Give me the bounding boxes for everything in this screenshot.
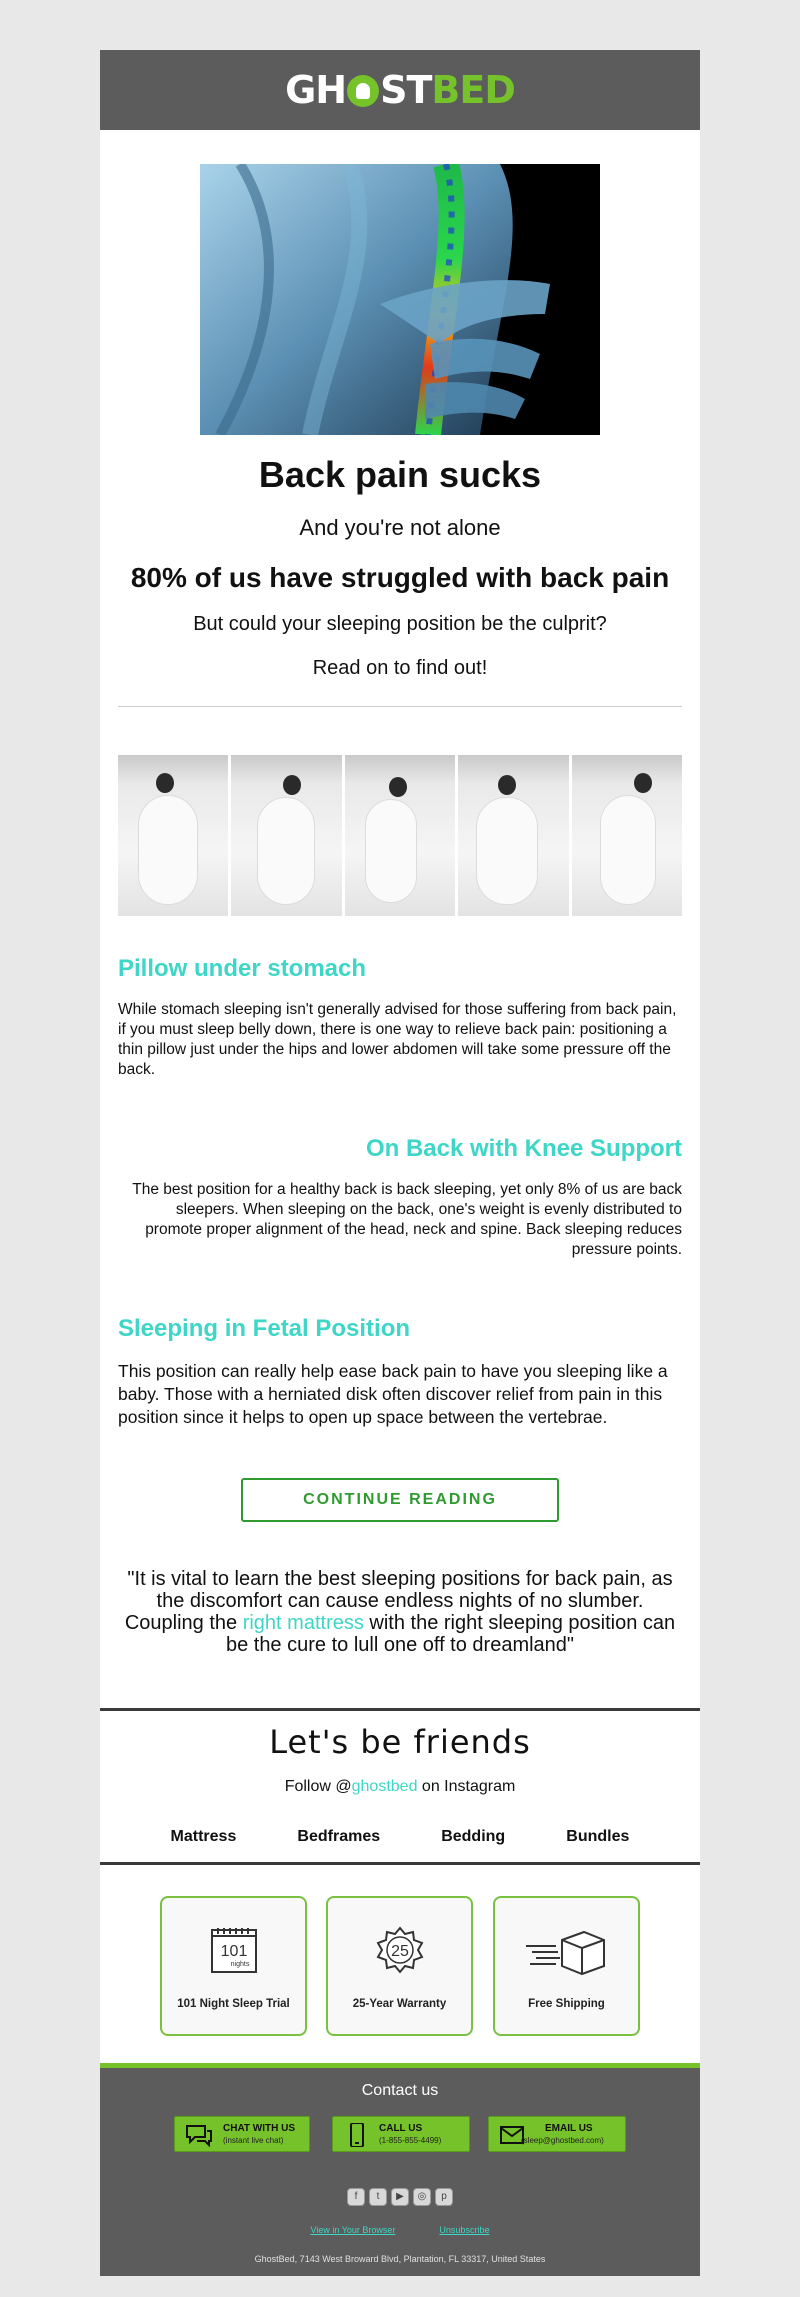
main-headline: Back pain sucks xyxy=(258,454,542,495)
follow-suffix: on Instagram xyxy=(417,1778,516,1795)
nav-mattress[interactable]: Mattress xyxy=(170,1828,237,1845)
instagram-follow-text xyxy=(100,1776,700,1798)
right-mattress-link[interactable]: right mattress xyxy=(242,1612,364,1634)
category-nav xyxy=(140,1828,660,1846)
social-icons xyxy=(100,2188,700,2206)
ghost-icon xyxy=(347,75,379,107)
pinterest-icon[interactable]: p xyxy=(435,2188,453,2206)
subheadline: And you're not alone xyxy=(299,515,501,540)
section-heading-back: On Back with Knee Support xyxy=(365,1135,682,1162)
ghostbed-logo[interactable] xyxy=(100,68,700,112)
feature-shipping xyxy=(493,1896,640,2036)
email-label: EMAIL US xyxy=(545,2123,593,2134)
section-body-pillow: While stomach sleeping isn't generally advised for those suffering from back pain, if you must sleep belly down, there is one way to relieve back pain: positioning a thin pillow just under the hips and lower abdomen will take some pressure off the back. xyxy=(118,1001,677,1078)
nav-bedframes[interactable]: Bedframes xyxy=(297,1828,381,1845)
chat-icon xyxy=(185,2123,213,2147)
view-in-browser-link[interactable]: View in Your Browser xyxy=(310,2225,396,2235)
chat-button[interactable] xyxy=(174,2116,310,2152)
instagram-handle-link[interactable]: ghostbed xyxy=(351,1778,418,1795)
calendar-icon xyxy=(162,1926,305,1978)
sleeper-photo-5 xyxy=(572,755,682,916)
sleeper-photo-1 xyxy=(118,755,228,916)
logo-text-ghost: GH xyxy=(285,68,347,112)
facebook-icon[interactable]: f xyxy=(347,2188,365,2206)
stat-headline: 80% of us have struggled with back pain xyxy=(130,562,670,593)
feature-label-trial: 101 Night Sleep Trial xyxy=(177,1998,290,2010)
nav-bedding[interactable]: Bedding xyxy=(441,1828,506,1845)
nav-bundles[interactable]: Bundles xyxy=(566,1828,630,1845)
quote-text-2: with the right sleeping position can be the cure to lull one off to dreamland" xyxy=(225,1612,676,1656)
follow-prefix: Follow @ xyxy=(284,1778,352,1795)
youtube-icon[interactable]: ▶ xyxy=(391,2188,409,2206)
shipping-box-icon xyxy=(495,1926,638,1978)
footer-links xyxy=(100,2225,700,2235)
divider xyxy=(118,706,682,707)
section-heading-pillow: Pillow under stomach xyxy=(118,955,367,982)
email-sub: (sleep@ghostbed.com) xyxy=(521,2136,604,2145)
sleeper-photo-4 xyxy=(458,755,568,916)
twitter-icon[interactable]: t xyxy=(369,2188,387,2206)
section-body-fetal: This position can really help ease back pain to have you sleeping like a baby. Those with a herniated disk often discover relief from pain in this position since it helps to open up space between the vertebrae. xyxy=(118,1361,668,1427)
chat-label: CHAT WITH US xyxy=(223,2123,296,2134)
feature-label-shipping: Free Shipping xyxy=(528,1998,605,2010)
lets-be-friends-heading: Let's be friends xyxy=(269,1723,531,1761)
hero-back-pain-image xyxy=(200,164,600,435)
chat-sub: (instant live chat) xyxy=(223,2136,284,2145)
call-label: CALL US xyxy=(379,2123,423,2134)
phone-icon xyxy=(343,2123,371,2147)
svg-text:101: 101 xyxy=(220,1943,247,1960)
call-sub: (1-855-855-4499) xyxy=(379,2136,442,2145)
section-body-back: The best position for a healthy back is back sleeping, yet only 8% of us are back sleepers. When sleeping on the back, one's weight is evenly distributed to promote proper alignment of the head, neck and spine. Back sleeping reduces pressure points. xyxy=(132,1181,682,1258)
company-address: GhostBed, 7143 West Broward Blvd, Plantation, FL 33317, United States xyxy=(254,2254,546,2264)
divider-bar-bottom xyxy=(100,1862,700,1865)
read-on-text: Read on to find out! xyxy=(312,657,488,679)
divider-bar-top xyxy=(100,1708,700,1711)
sleeper-photo-3 xyxy=(345,755,455,916)
contact-heading: Contact us xyxy=(361,2082,439,2099)
feature-label-warranty: 25-Year Warranty xyxy=(352,1998,447,2010)
logo-text-bed: BED xyxy=(431,68,515,112)
section-heading-fetal: Sleeping in Fetal Position xyxy=(118,1315,411,1342)
logo-text-st: ST xyxy=(380,68,432,112)
email-container xyxy=(100,50,700,2276)
feature-warranty xyxy=(326,1896,473,2036)
instagram-icon[interactable]: ◎ xyxy=(413,2188,431,2206)
header-bar xyxy=(100,50,700,130)
svg-text:25: 25 xyxy=(390,1943,409,1960)
sleeper-photo-2 xyxy=(231,755,341,916)
email-button[interactable] xyxy=(488,2116,626,2152)
quote-text-1: "It is vital to learn the best sleeping positions for back pain, as the discomfort can cause endless nights of no slumber. Coupling the xyxy=(124,1568,673,1634)
svg-text:nights: nights xyxy=(230,1961,249,1968)
feature-sleep-trial xyxy=(160,1896,307,2036)
warranty-badge-icon xyxy=(328,1926,471,1978)
continue-reading-button[interactable]: CONTINUE READING xyxy=(241,1478,559,1522)
call-button[interactable] xyxy=(332,2116,470,2152)
quote-block xyxy=(120,1568,680,1656)
question-text: But could your sleeping position be the culprit? xyxy=(193,613,607,635)
unsubscribe-link[interactable]: Unsubscribe xyxy=(439,2225,490,2235)
sleeping-positions-image-strip xyxy=(118,755,682,916)
